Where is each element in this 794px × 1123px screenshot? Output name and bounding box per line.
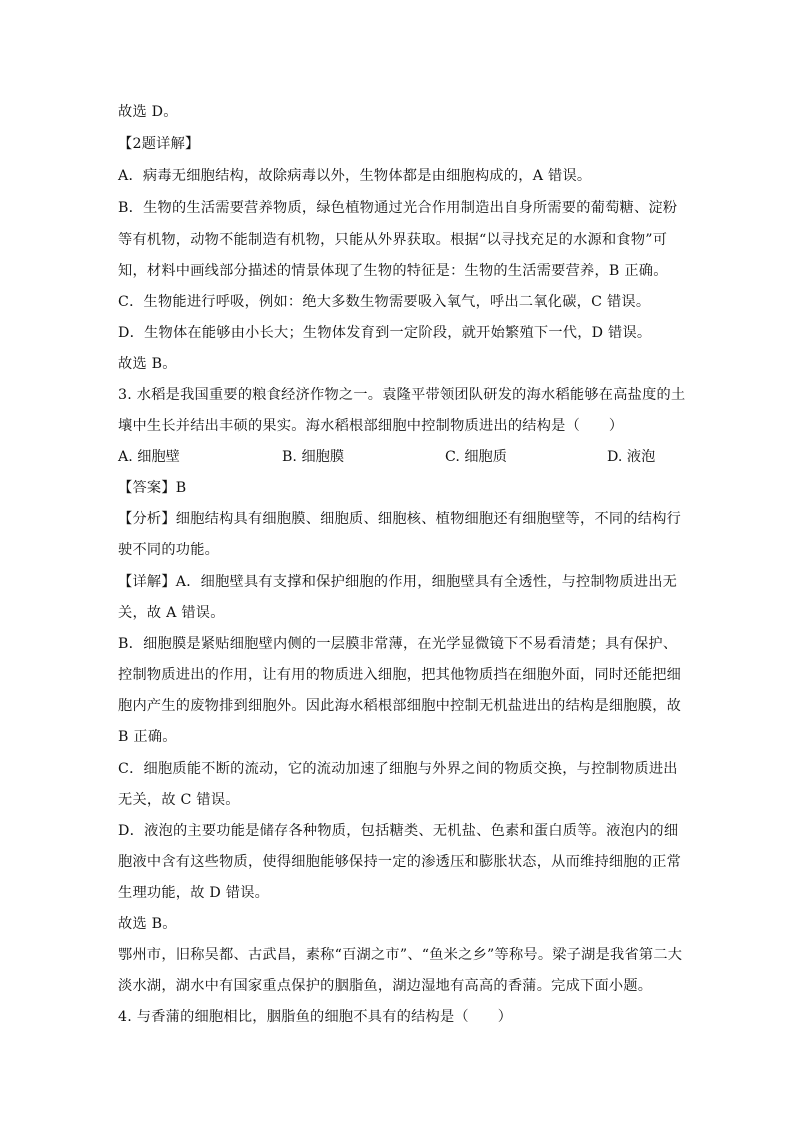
detail-line: 胞液中含有这些物质，使得细胞能够保持一定的渗透压和膨胀状态，从而维持细胞的正常 xyxy=(118,854,682,870)
passage-line: 鄂州市，旧称吴都、古武昌，素称“百湖之市”、“鱼米之乡”等称号。梁子湖是我省第二大 xyxy=(118,947,683,963)
detail-line: D．液泡的主要功能是储存各种物质，包括糖类、无机盐、色素和蛋白质等。液泡内的细 xyxy=(118,823,679,839)
analysis-line: 【分析】细胞结构具有细胞膜、细胞质、细胞核、植物细胞还有细胞壁等，不同的结构行 xyxy=(118,511,682,527)
passage-line: 淡水湖，湖水中有国家重点保护的胭脂鱼，湖边湿地有高高的香蒲。完成下面小题。 xyxy=(118,978,653,994)
detail-line: 【详解】A．细胞壁具有支撑和保护细胞的作用，细胞壁具有全透性，与控制物质进出无 xyxy=(118,574,678,590)
detail-line: 关，故 A 错误。 xyxy=(118,605,225,621)
option-b: B. 细胞膜 xyxy=(282,449,345,465)
detail-line: 控制物质进出的作用，让有用的物质进入细胞，把其他物质挡在细胞外面，同时还能把细 xyxy=(118,667,682,683)
text-line: 等有机物，动物不能制造有机物，只能从外界获取。根据“以寻找充足的水源和食物”可 xyxy=(118,232,668,248)
detail-line: 生理功能，故 D 错误。 xyxy=(118,885,270,901)
question-3-line-1: 3. 水稻是我国重要的粮食经济作物之一。袁隆平带领团队研发的海水稻能够在高盐度的土 xyxy=(118,387,686,403)
text-line: 故选 B。 xyxy=(118,356,177,372)
text-line: 故选 D。 xyxy=(118,104,178,120)
answer-options xyxy=(118,447,678,467)
section-heading: 【2题详解】 xyxy=(118,136,200,152)
text-line: A．病毒无细胞结构，故除病毒以外，生物体都是由细胞构成的，A 错误。 xyxy=(118,168,592,184)
detail-line: C．细胞质能不断的流动，它的流动加速了细胞与外界之间的物质交换，与控制物质进出 xyxy=(118,761,678,777)
detail-line: B 正确。 xyxy=(118,729,177,745)
detail-line: 胞内产生的废物排到细胞外。因此海水稻根部细胞中控制无机盐进出的结构是细胞膜，故 xyxy=(118,698,682,714)
text-line: B．生物的生活需要营养物质，绿色植物通过光合作用制造出自身所需要的葡萄糖、淀粉 xyxy=(118,200,678,216)
text-line: 故选 B。 xyxy=(118,916,177,932)
option-a: A. 细胞壁 xyxy=(118,449,180,465)
text-line: D．生物体在能够由小长大；生物体发育到一定阶段，就开始繁殖下一代，D 错误。 xyxy=(118,325,652,341)
question-4-line: 4. 与香蒲的细胞相比，胭脂鱼的细胞不具有的结构是（ ） xyxy=(118,1009,513,1025)
option-d: D. 液泡 xyxy=(607,449,656,465)
question-3-line-2: 壤中生长并结出丰硕的果实。海水稻根部细胞中控制物质进出的结构是（ ） xyxy=(118,418,624,434)
detail-line: B．细胞膜是紧贴细胞壁内侧的一层膜非常薄，在光学显微镜下不易看清楚；具有保护、 xyxy=(118,636,678,652)
detail-line: 无关，故 C 错误。 xyxy=(118,792,240,808)
answer-label: 【答案】B xyxy=(118,480,187,496)
analysis-line: 驶不同的功能。 xyxy=(118,542,220,558)
text-line: C．生物能进行呼吸，例如：绝大多数生物需要吸入氧气，呼出二氧化碳，C 错误。 xyxy=(118,294,651,310)
option-c: C. 细胞质 xyxy=(445,449,507,465)
text-line: 知，材料中画线部分描述的情景体现了生物的特征是：生物的生活需要营养，B 正确。 xyxy=(118,263,668,279)
